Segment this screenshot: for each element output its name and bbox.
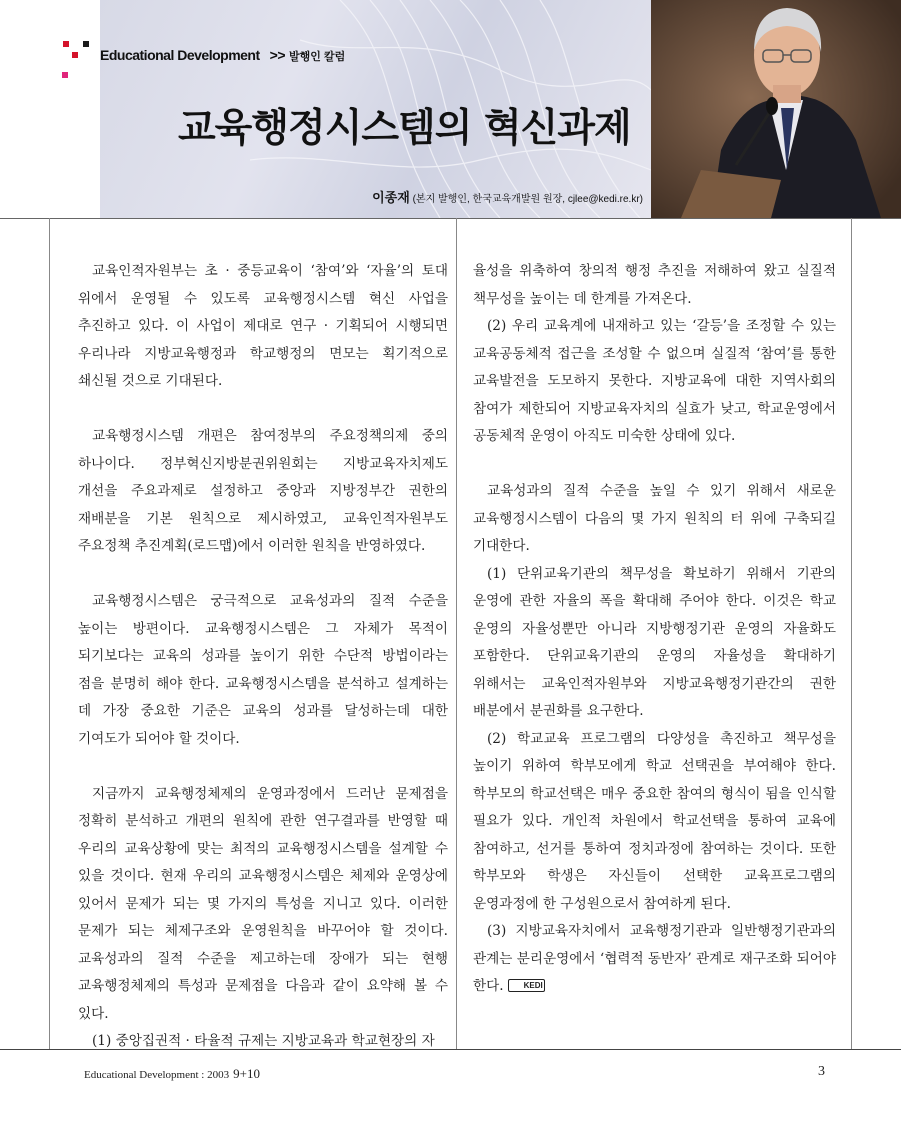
top-rule [0, 218, 901, 219]
left-border [49, 218, 50, 1049]
author-name: 이종재 [372, 190, 410, 205]
series-ko: 발행인 칼럼 [289, 51, 346, 63]
issue-number: 9+10 [233, 1066, 260, 1081]
journal-name: Educational Development : 2003 [84, 1069, 230, 1081]
right-border [851, 218, 852, 1049]
paragraph: (1) 단위교육기관의 책무성을 확보하기 위해서 기관의 운영에 관한 자율의 폭을 확대해 주어야 한다. 이것은 학교 운영의 자율성뿐만 아니라 지방행정기관 운영의 자율화도 포함한다. 단위교육기관의 운영의 자율성을 확대하기 위해서는 교육인적자원부와 지방교육행정기관간의 권한 배분에서 분권화를 요구한다. [473, 565, 836, 719]
paragraph: 교육성과의 질적 수준을 높일 수 있기 위해서 새로운 교육행정시스템이 다음의 몇 가지 원칙의 터 위에 구축되길 기대한다. [473, 483, 836, 554]
column-divider [456, 218, 457, 1049]
paragraph: 교육행정시스템 개편은 참여정부의 주요정책의제 중의 하나이다. 정부혁신지방분권위원회는 지방교육자치제도 개선을 주요과제로 설정하고 중앙과 지방정부간 권한의 재배분을 기본 원칙으로 제시하였고, 교육인적자원부도 주요정책 추진계획(로드맵)에서 이러한 원칙을 반영하였다. [78, 428, 448, 554]
series-en: Educational Development [100, 47, 260, 63]
paragraph: 교육인적자원부는 초 · 중등교육이 ‘참여’와 ‘자율’의 토대 위에서 운영될 수 있도록 교육행정시스템 혁신 사업을 추진하고 있다. 이 사업이 제대로 연구 · 기획되어 시행되면 우리나라 지방교육행정과 학교행정의 면모는 획기적으로 쇄신될 것으로 기대된다. [78, 263, 448, 389]
paragraph: (1) 중앙집권적 · 타율적 규제는 지방교육과 학교현장의 자 [92, 1033, 435, 1049]
footer-journal [84, 1066, 260, 1082]
paragraph: 율성을 위축하여 창의적 행정 추진을 저해하여 왔고 실질적 책무성을 높이는 데 한계를 가져온다. [473, 263, 836, 307]
paragraph: (2) 학교교육 프로그램의 다양성을 촉진하고 책무성을 높이기 위하여 학부모에게 학교 선택권을 부여해야 한다. 학부모의 학교선택은 매우 중요한 참여의 형식이 됨을 인식할 필요가 있다. 개인적 차원에서 학교선택을 통하여 교육에 참여하고, 선거를 통하여 정치과정에 참여하는 것이다. 또한 학부모와 학생은 자신들이 선택한 교육프로그램의 운영과정에 한 구성원으로서 참여하게 된다. [473, 730, 836, 912]
page-number: 3 [818, 1064, 825, 1079]
series-label [100, 47, 345, 64]
paragraph-last [473, 918, 836, 1001]
right-column [473, 258, 836, 1001]
left-column [78, 258, 448, 1056]
kedi-end-mark: KEDI [508, 979, 545, 992]
paragraph: (2) 우리 교육계에 내재하고 있는 ‘갈등’을 조정할 수 있는 교육공동체적 접근을 조성할 수 없으며 실질적 ‘참여’를 통한 교육발전을 도모하지 못한다. 지방교육에 대한 지역사회의 참여가 제한되어 지방교육자치의 실효가 낮고, 학교운영에서 공동체적 운영이 아직도 미숙한 상태에 있다. [473, 318, 836, 444]
paragraph: 지금까지 교육행정체제의 운영과정에서 드러난 문제점을 정확히 분석하고 개편의 원칙에 관한 연구결과를 반영할 때 우리의 교육상황에 맞는 최적의 교육행정시스템을 설계할 수 있을 것이다. 현재 우리의 교육행정시스템은 체제와 운영상에 있어서 문제가 되는 몇 가지의 특성을 지니고 있다. 이러한 문제가 되는 체제구조와 운영원칙을 바꾸어야 할 것이다. 교육성과의 질적 수준을 제고하는데 장애가 되는 현행 교육행정체제의 특성과 문제점을 다음과 같이 요약해 볼 수 있다. [78, 785, 448, 1022]
author-desc: (본지 발행인, 한국교육개발원 원장, cjlee@kedi.re.kr) [412, 194, 643, 205]
series-arrow: >> [269, 47, 286, 63]
paragraph-text: (3) 지방교육자치에서 교육행정기관과 일반행정기관과의 관계는 분리운영에서 ‘협력적 동반자’ 관계로 재구조화 되어야 한다. [473, 923, 836, 994]
speaker-photo [651, 0, 901, 218]
paragraph: 교육행정시스템은 궁극적으로 교육성과의 질적 수준을 높이는 방편이다. 교육행정시스템은 그 자체가 목적이 되기보다는 교육의 성과를 높이기 위한 수단적 방법이라는 점을 분명히 해야 한다. 교육행정시스템을 분석하고 설계하는 데 가장 중요한 기준은 교육의 성과를 달성하는데 대한 기여도가 되어야 할 것이다. [78, 593, 448, 747]
article-title: 교육행정시스템의 혁신과제 [178, 106, 631, 151]
author-line [372, 187, 643, 206]
